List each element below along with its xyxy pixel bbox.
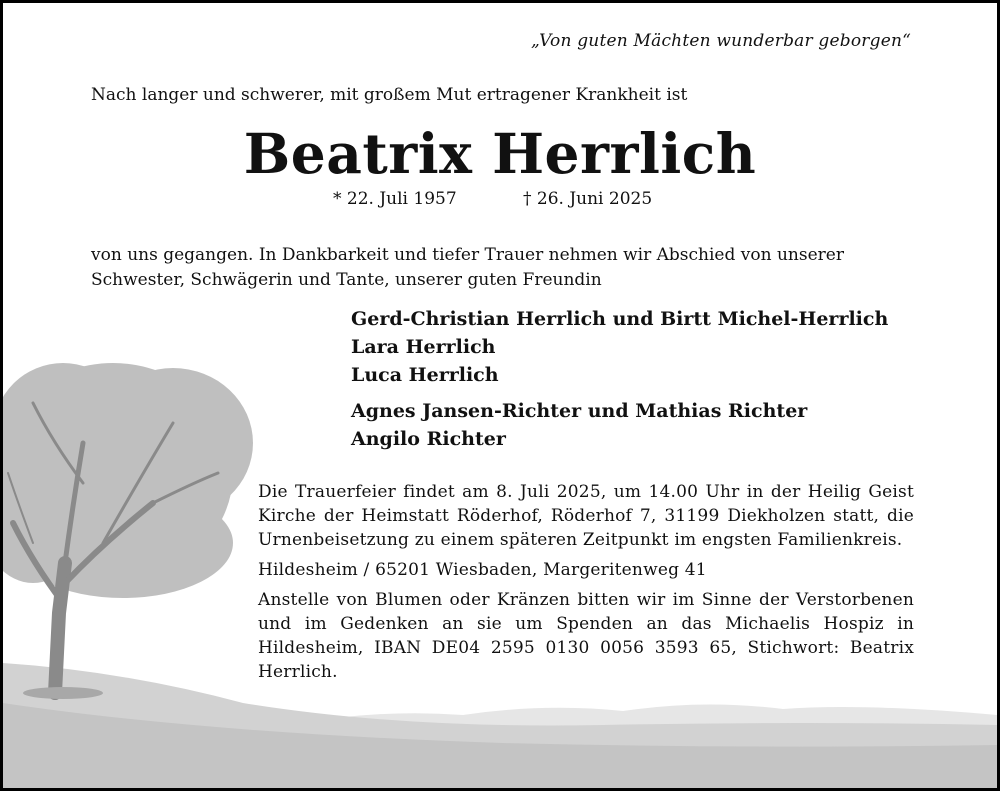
- deceased-name: Beatrix Herrlich: [243, 121, 757, 186]
- mourner-name: Lara Herrlich: [351, 336, 496, 358]
- mourner-address: Hildesheim / 65201 Wiesbaden, Margeritenweg 41: [258, 560, 707, 580]
- motto-quote: „Von guten Mächten wunderbar geborgen“: [531, 31, 911, 51]
- birth-date: * 22. Juli 1957: [333, 189, 457, 209]
- details-block: [258, 480, 914, 690]
- intro-line: Nach langer und schwerer, mit großem Mut ertragener Krankheit ist: [91, 85, 688, 105]
- mourner-name: Luca Herrlich: [351, 364, 499, 386]
- mourner-name: Gerd-Christian Herrlich und Birtt Michel-Herrlich: [351, 308, 889, 330]
- mourner-name: Agnes Jansen-Richter und Mathias Richter: [351, 400, 808, 422]
- mourner-name: Angilo Richter: [351, 428, 506, 450]
- death-date: † 26. Juni 2025: [523, 189, 653, 209]
- donation-request: Anstelle von Blumen oder Kränzen bitten wir im Sinne der Verstorbenen und im Gedenken an sie um Spenden an das Michaelis Hospiz in Hildesheim, IBAN DE04 2595 0130 0056 3593 65, Stichwort: Beatrix Herrlich.: [258, 590, 914, 682]
- farewell-text: von uns gegangen. In Dankbarkeit und tiefer Trauer nehmen wir Abschied von unserer Schwester, Schwägerin und Tante, unserer guten Freundin: [91, 245, 844, 290]
- funeral-service-info: Die Trauerfeier findet am 8. Juli 2025, um 14.00 Uhr in der Heilig Geist Kirche der Heimstatt Röderhof, Röderhof 7, 31199 Diekholzen statt, die Urnenbeisetzung zu einem späteren Zeitpunkt im engsten Familienkreis.: [258, 482, 914, 550]
- mourners-list: [351, 305, 888, 453]
